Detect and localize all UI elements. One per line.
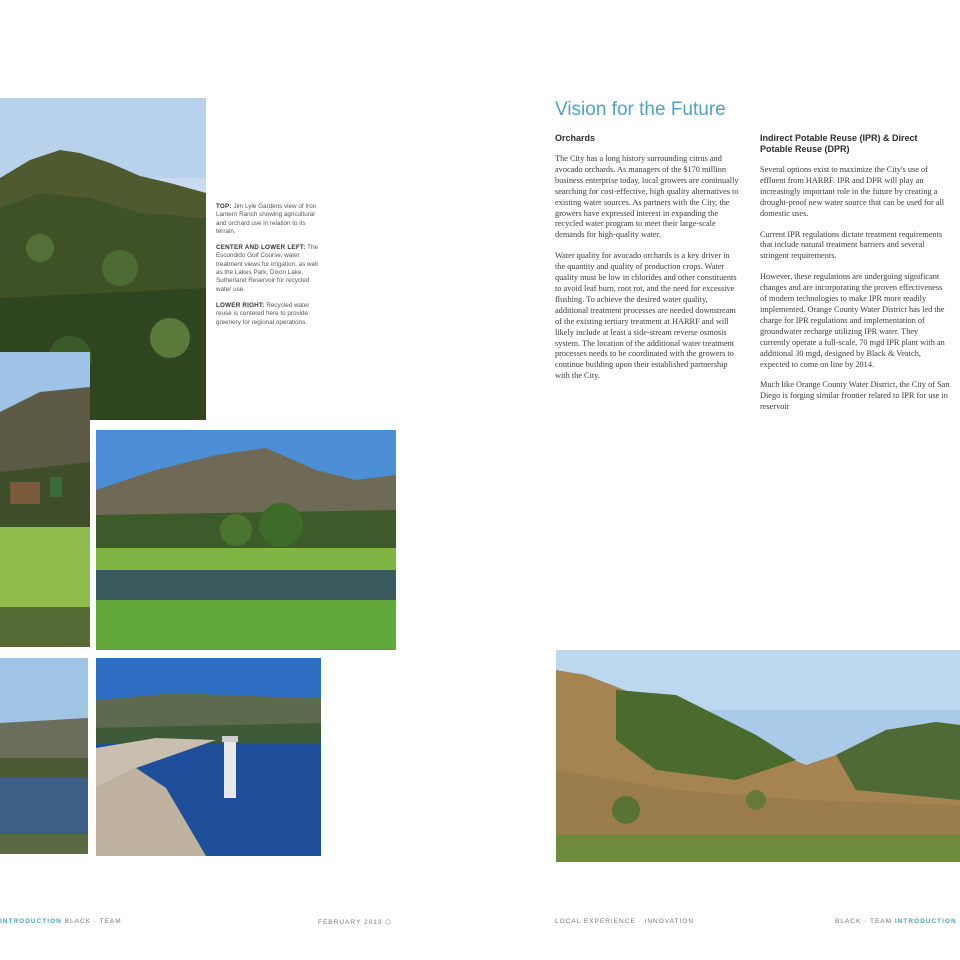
orchards-title: Orchards	[555, 133, 596, 143]
caption-lower-right: LOWER RIGHT: Recycled water reuse is centered here to provide greenery for regional operations.	[216, 301, 310, 326]
footer-left-section: INTRODUCTION	[0, 918, 62, 925]
ipr-dpr-column	[760, 133, 950, 423]
ipr-dpr-paragraph: Several options exist to maximize the City's use of effluent from HARRF. IPR and DPR will play an increasingly important role in the future by creating a drought-proof new water source that can be used for all domestic uses.	[760, 165, 945, 218]
photo-golf-hill	[0, 352, 90, 647]
photo-golf-pond	[96, 430, 396, 650]
footer-center-right	[555, 918, 694, 925]
orchards-paragraph: The City has a long history surrounding citrus and avocado orchards. As managers of the $170 million business enterprise today, local growers are continually searching for cost-effective, high quality alternatives to existing water sources. As partners with the City, the growers have expressed interest in expanding the recycled water program to meet their large-scale demands for high-quality water.	[555, 154, 739, 240]
page-heading: Vision for the Future	[555, 98, 726, 120]
footer-tagline: LOCAL EXPERIENCE · INNOVATION	[555, 918, 695, 925]
photo-captions	[216, 203, 326, 335]
orchards-column	[555, 133, 740, 392]
logo-icon: ⬡	[385, 919, 392, 926]
footer-date: FEBRUARY 2013	[318, 919, 383, 926]
photo-lake-left	[0, 658, 88, 854]
photo-canyon	[556, 650, 960, 862]
ipr-dpr-paragraph: Much like Orange County Water District, the City of San Diego is forging similar frontier related to IPR for use in reservoir	[760, 380, 950, 412]
caption-top: TOP: Jim Lyle Gardens view of Iron Lantern Ranch showing agricultural and orchard use in relation to its terrain.	[216, 203, 317, 235]
caption-center-lower-left: CENTER AND LOWER LEFT: The Escondido Golf Course, water treatment views for irrigation, as well as the Lakes Park, Dixon Lake, Sutherland Reservoir for recycled water use.	[216, 244, 319, 293]
footer-center-left	[318, 918, 392, 926]
footer-left	[0, 918, 122, 925]
photo-reservoir	[96, 658, 321, 856]
orchards-paragraph: Water quality for avocado orchards is a key driver in the quantity and quality of production crops. Water quality must be low in chlorides and other constituents to avoid leaf burn, root rot, and the need for excessive flushing. To achieve the desired water quality, additional treatment processes are needed downstream of the existing tertiary treatment at HARRF and will likely include at least a side-stream reverse osmosis system. The location of the additional water treatment processes needs to be coordinated with the growers to continue building upon their established partnership with the City.	[555, 251, 737, 381]
footer-left-text: BLACK · TEAM	[64, 918, 122, 925]
ipr-dpr-paragraph: Current IPR regulations dictate treatment requirements that include natural treatment barriers and several stringent requirements.	[760, 229, 943, 261]
footer-right-section: INTRODUCTION	[894, 918, 957, 925]
footer-right-text: BLACK · TEAM	[835, 918, 893, 925]
ipr-dpr-title: Indirect Potable Reuse (IPR) & Direct Potable Reuse (DPR)	[760, 133, 918, 154]
footer-right	[835, 918, 957, 925]
ipr-dpr-paragraph: However, these regulations are undergoing significant changes and are incorporating the proven effectiveness of modern technologies to make IPR more readily implemented. Orange County Water District has led the charge for IPR regulations and implementation of groundwater recharge utilizing IPR water. They currently operate a full-scale, 70 mgd IPR plant with an additional 30 mgd, designed by Black & Veatch, expected to come on line by 2014.	[760, 272, 945, 369]
